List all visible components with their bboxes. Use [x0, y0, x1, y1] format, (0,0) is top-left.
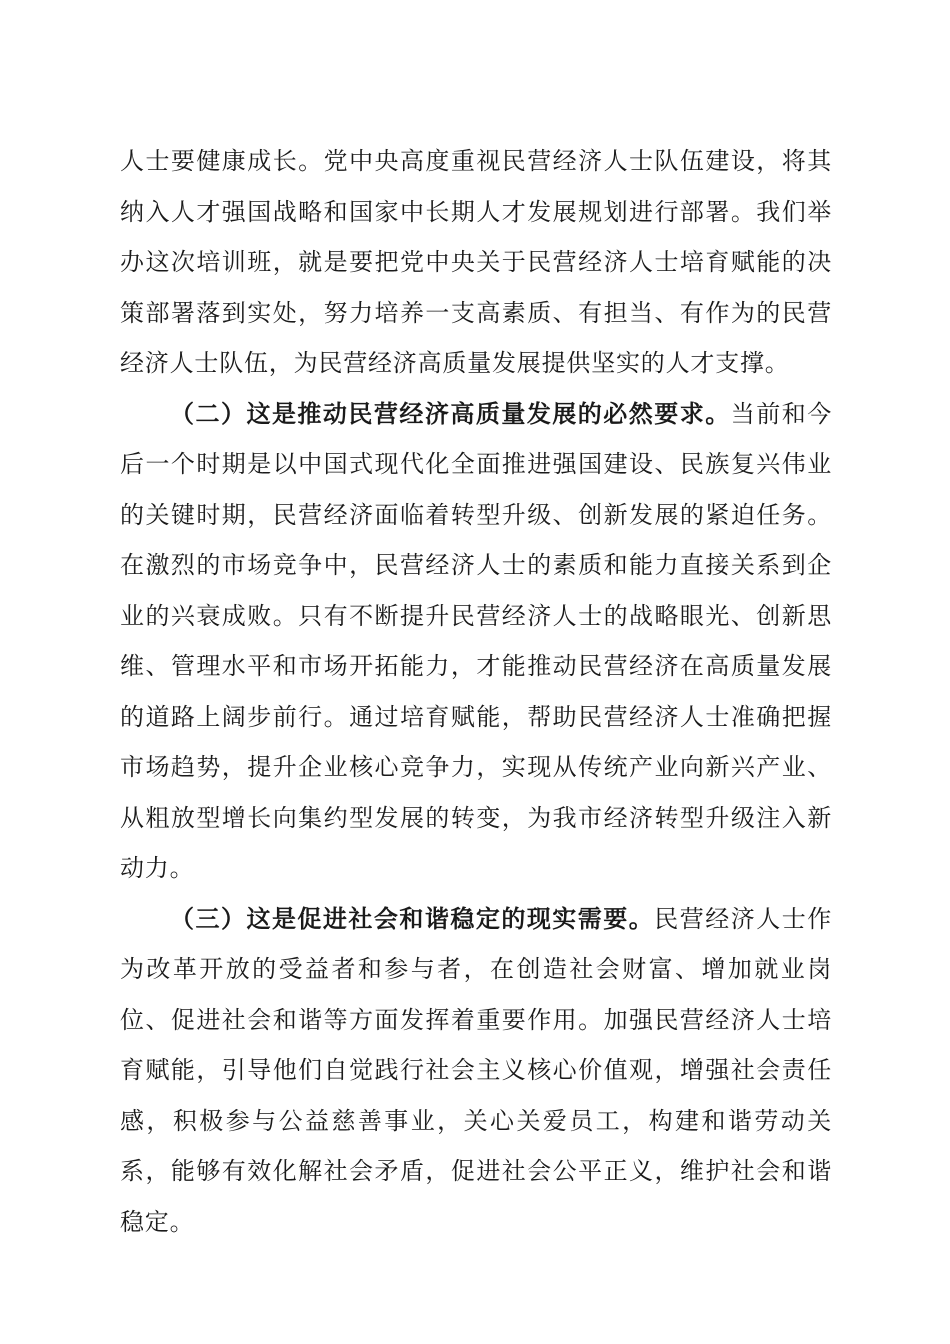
paragraph-section-2 — [120, 389, 832, 894]
section-heading-3: （三）这是促进社会和谐稳定的现实需要。 — [170, 903, 655, 933]
document-body — [120, 136, 832, 1247]
paragraph-text: 人士要健康成长。党中央高度重视民营经济人士队伍建设，将其纳入人才强国战略和国家中长期人才发展规划进行部署。我们举办这次培训班，就是要把党中央关于民营经济人士培育赋能的决策部署落到实处，努力培养一支高素质、有担当、有作为的民营经济人士队伍，为民营经济高质量发展提供坚实的人才支撑。 — [120, 147, 832, 377]
paragraph-text: 当前和今后一个时期是以中国式现代化全面推进强国建设、民族复兴伟业的关键时期，民营经济面临着转型升级、创新发展的紧迫任务。在激烈的市场竞争中，民营经济人士的素质和能力直接关系到企业的兴衰成败。只有不断提升民营经济人士的战略眼光、创新思维、管理水平和市场开拓能力，才能推动民营经济在高质量发展的道路上阔步前行。通过培育赋能，帮助民营经济人士准确把握市场趋势，提升企业核心竞争力，实现从传统产业向新兴产业、从粗放型增长向集约型发展的转变，为我市经济转型升级注入新动力。 — [120, 399, 832, 882]
paragraph-section-3 — [120, 894, 832, 1248]
section-heading-2: （二）这是推动民营经济高质量发展的必然要求。 — [170, 398, 731, 428]
paragraph-continuation — [120, 136, 832, 389]
paragraph-text: 民营经济人士作为改革开放的受益者和参与者，在创造社会财富、增加就业岗位、促进社会和谐等方面发挥着重要作用。加强民营经济人士培育赋能，引导他们自觉践行社会主义核心价值观，增强社会责任感，积极参与公益慈善事业，关心关爱员工，构建和谐劳动关系，能够有效化解社会矛盾，促进社会公平正义，维护社会和谐稳定。 — [120, 904, 832, 1236]
